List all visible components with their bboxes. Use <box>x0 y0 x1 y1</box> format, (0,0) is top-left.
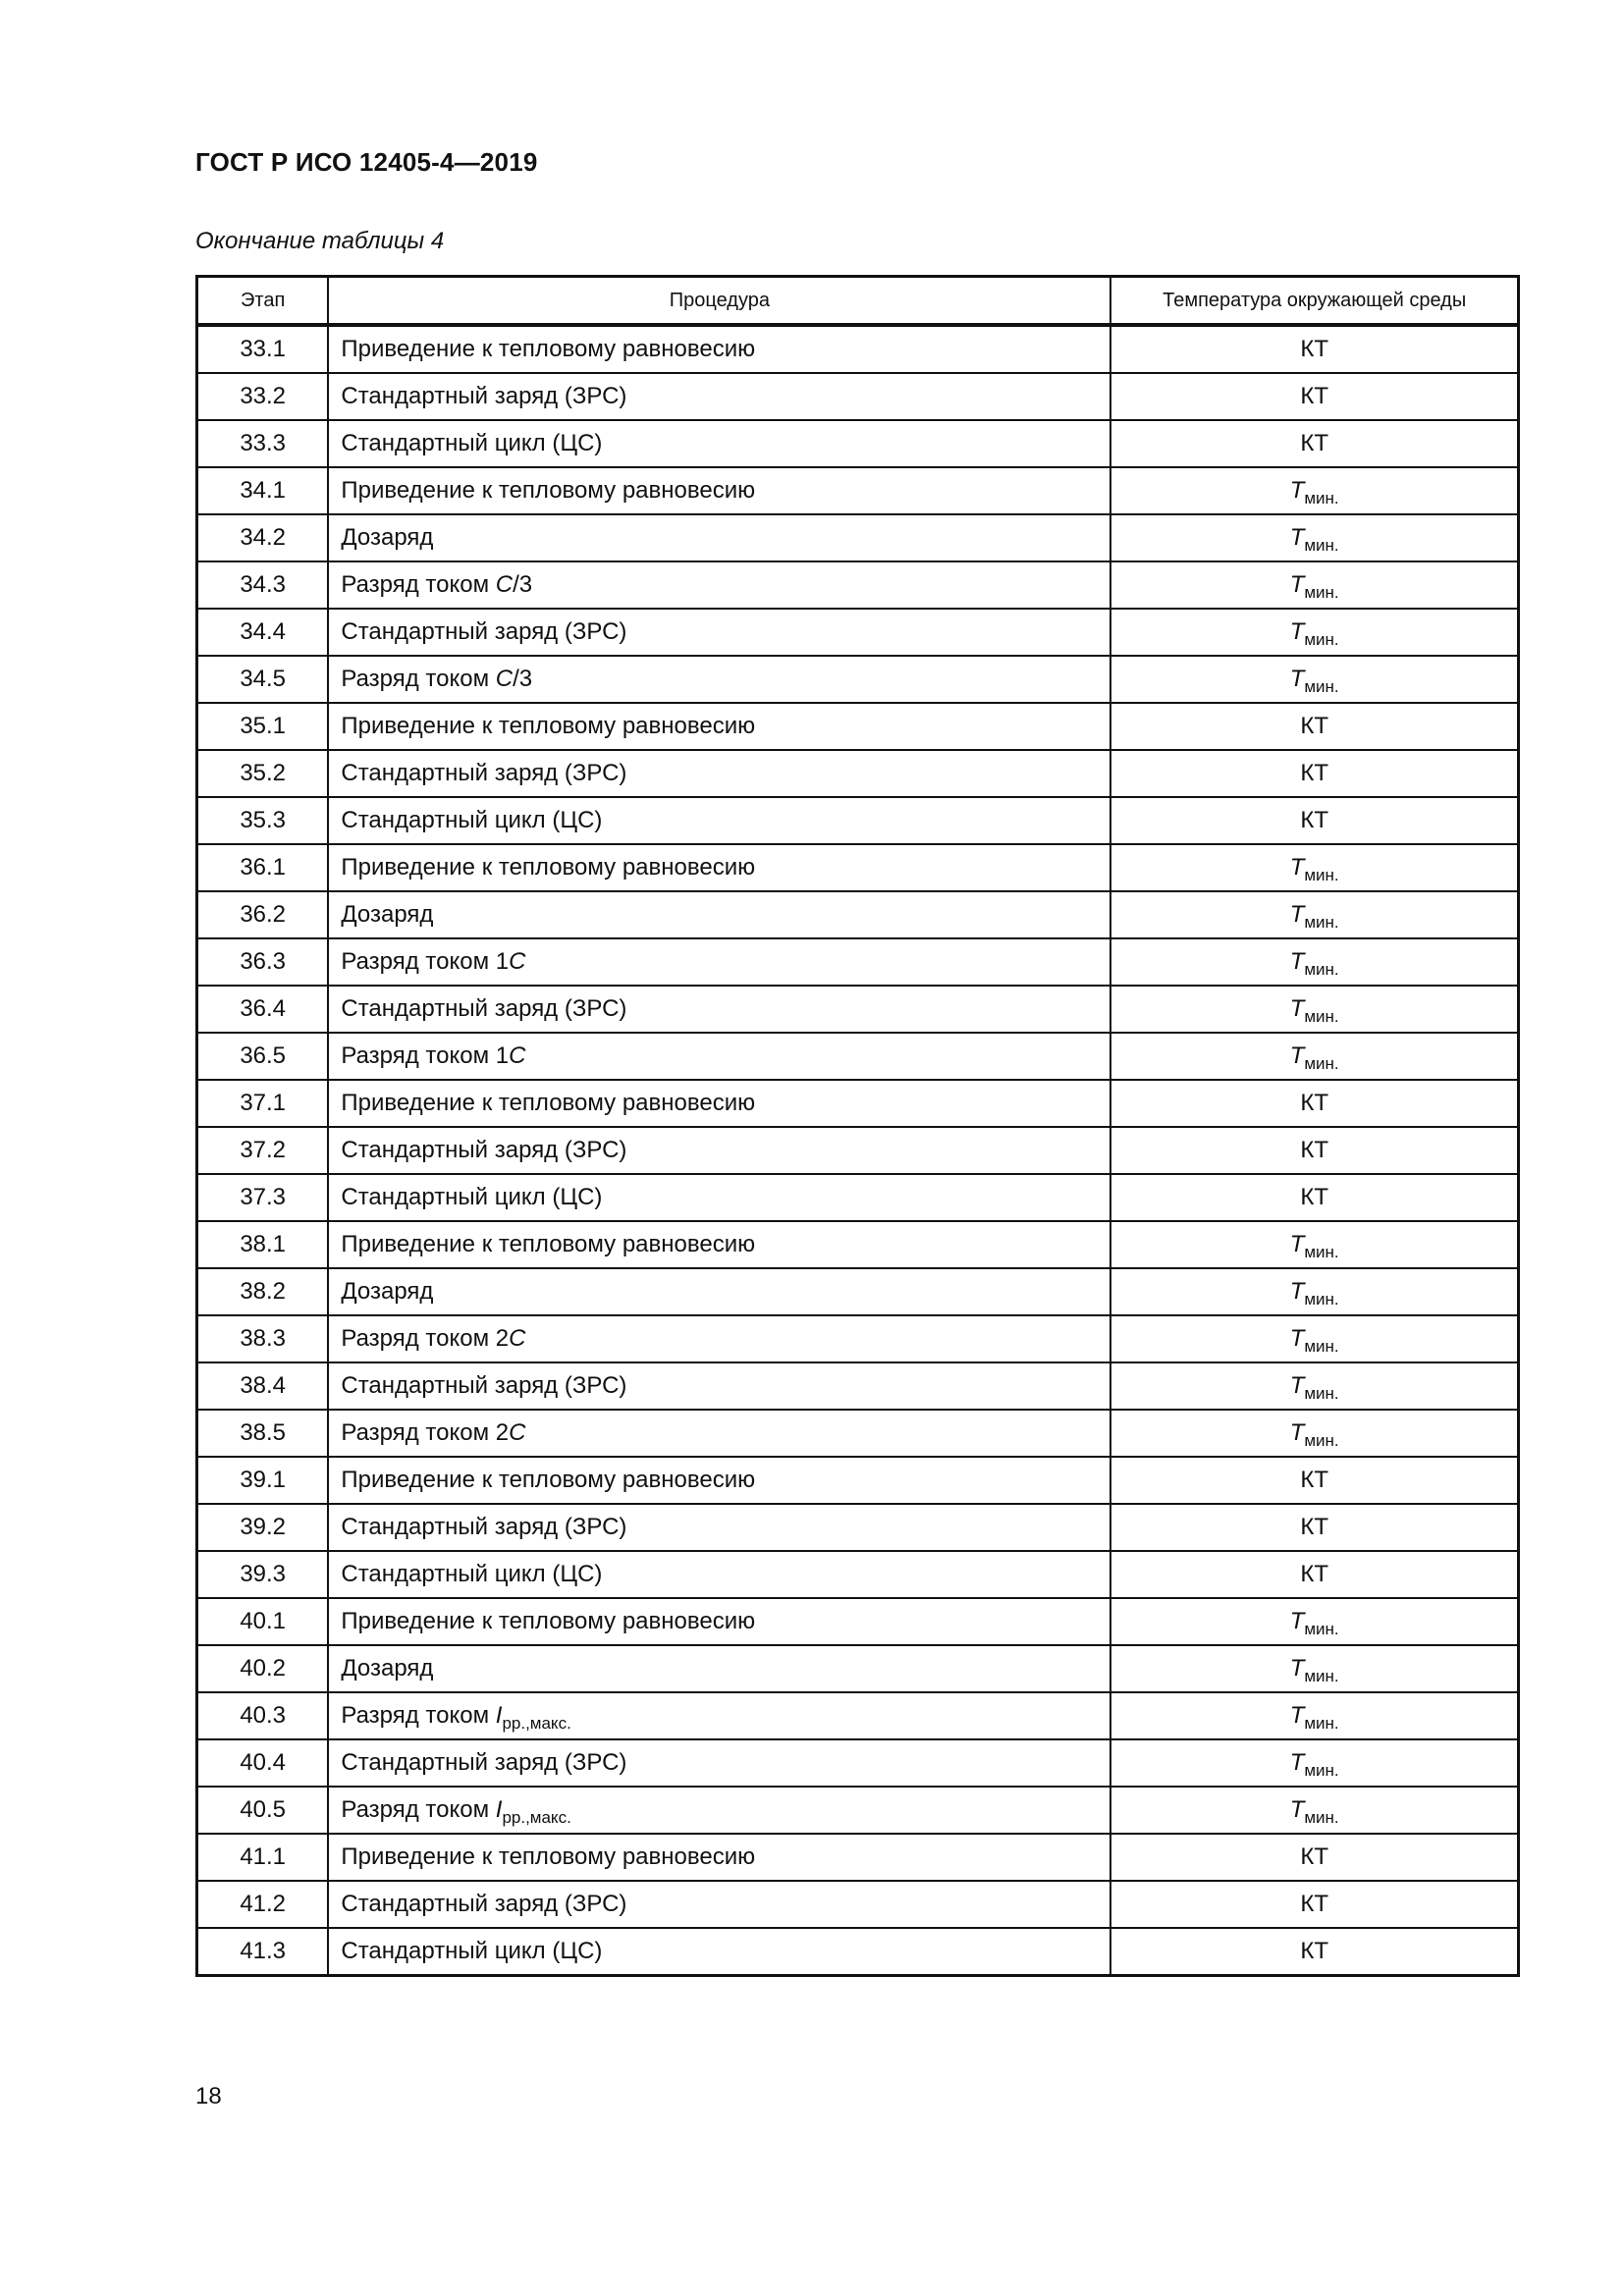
procedure-cell: Дозаряд <box>328 891 1110 938</box>
procedure-cell: Стандартный заряд (ЗРС) <box>328 1881 1110 1928</box>
procedure-cell: Стандартный заряд (ЗРС) <box>328 1362 1110 1410</box>
procedure-cell: Приведение к тепловому равновесию <box>328 1080 1110 1127</box>
temperature-cell <box>1110 1739 1518 1787</box>
stage-cell: 41.2 <box>197 1881 329 1928</box>
temperature-cell: КТ <box>1110 1834 1518 1881</box>
table-row <box>197 750 1519 797</box>
temperature-cell <box>1110 1362 1518 1410</box>
table-row <box>197 1928 1519 1976</box>
procedure-cell: Стандартный цикл (ЦС) <box>328 1174 1110 1221</box>
procedure-cell: Стандартный заряд (ЗРС) <box>328 1739 1110 1787</box>
stage-cell: 38.1 <box>197 1221 329 1268</box>
procedure-text: Разряд током <box>341 1796 496 1823</box>
stage-cell: 40.1 <box>197 1598 329 1645</box>
stage-cell: 41.1 <box>197 1834 329 1881</box>
table-header-row <box>197 277 1519 326</box>
stage-cell: 34.1 <box>197 467 329 514</box>
temperature-cell <box>1110 1033 1518 1080</box>
stage-cell: 38.4 <box>197 1362 329 1410</box>
temperature-symbol: T <box>1289 1655 1305 1682</box>
temperature-symbol: T <box>1289 1702 1305 1729</box>
procedure-symbol: C <box>495 666 514 692</box>
procedure-cell: Стандартный цикл (ЦС) <box>328 1551 1110 1598</box>
stage-cell: 36.3 <box>197 938 329 986</box>
temperature-symbol: T <box>1289 854 1305 881</box>
stage-cell: 39.2 <box>197 1504 329 1551</box>
temperature-symbol: T <box>1289 1231 1305 1257</box>
table-row <box>197 1739 1519 1787</box>
temperature-symbol: T <box>1289 666 1305 692</box>
temperature-subscript: мин. <box>1304 1290 1339 1308</box>
temperature-cell <box>1110 1645 1518 1692</box>
temperature-cell: КТ <box>1110 1551 1518 1598</box>
temperature-symbol: T <box>1289 948 1305 975</box>
temperature-subscript: мин. <box>1304 960 1339 979</box>
temperature-symbol: T <box>1289 1749 1305 1776</box>
temperature-cell: КТ <box>1110 373 1518 420</box>
temperature-subscript: мин. <box>1304 630 1339 649</box>
procedure-text: Разряд током 1 <box>341 948 510 975</box>
table-row <box>197 1645 1519 1692</box>
table-caption: Окончание таблицы 4 <box>195 228 445 254</box>
procedure-text: Разряд током <box>341 571 496 598</box>
temperature-cell: КТ <box>1110 1881 1518 1928</box>
table-row <box>197 1834 1519 1881</box>
temperature-cell <box>1110 891 1518 938</box>
procedure-cell: Дозаряд <box>328 1268 1110 1315</box>
temperature-cell: КТ <box>1110 1174 1518 1221</box>
procedure-symbol: I <box>495 1796 503 1823</box>
stage-cell: 34.5 <box>197 656 329 703</box>
procedure-symbol: C <box>509 1419 526 1446</box>
table-row <box>197 656 1519 703</box>
stage-cell: 33.3 <box>197 420 329 467</box>
procedure-cell <box>328 561 1110 609</box>
procedure-cell: Приведение к тепловому равновесию <box>328 325 1110 373</box>
procedure-cell <box>328 1410 1110 1457</box>
stage-cell: 35.1 <box>197 703 329 750</box>
procedure-cell <box>328 1787 1110 1834</box>
stage-cell: 39.3 <box>197 1551 329 1598</box>
procedure-cell: Приведение к тепловому равновесию <box>328 1834 1110 1881</box>
temperature-symbol: T <box>1289 1608 1305 1634</box>
table-row <box>197 325 1519 373</box>
temperature-subscript: мин. <box>1304 1761 1339 1780</box>
page-number: 18 <box>195 2083 222 2109</box>
temperature-symbol: T <box>1289 524 1305 551</box>
temperature-cell <box>1110 1268 1518 1315</box>
stage-cell: 37.2 <box>197 1127 329 1174</box>
procedure-text-suffix: /3 <box>513 571 533 598</box>
procedure-text-suffix: /3 <box>513 666 533 692</box>
table-row <box>197 1080 1519 1127</box>
document-code-header: ГОСТ Р ИСО 12405-4—2019 <box>195 147 538 177</box>
procedure-text: Разряд током <box>341 1702 496 1729</box>
table-row <box>197 1692 1519 1739</box>
table-row <box>197 938 1519 986</box>
table-row <box>197 1504 1519 1551</box>
stage-cell: 35.3 <box>197 797 329 844</box>
table-row <box>197 1268 1519 1315</box>
table-row <box>197 891 1519 938</box>
procedure-cell <box>328 656 1110 703</box>
table-row <box>197 1174 1519 1221</box>
procedure-subscript: рр.,макс. <box>502 1808 571 1827</box>
stage-cell: 39.1 <box>197 1457 329 1504</box>
table-row <box>197 1787 1519 1834</box>
table-row <box>197 1551 1519 1598</box>
temperature-symbol: T <box>1289 1278 1305 1305</box>
temperature-cell <box>1110 514 1518 561</box>
temperature-subscript: мин. <box>1304 913 1339 932</box>
procedure-text: Разряд током 1 <box>341 1042 510 1069</box>
procedure-symbol: C <box>509 1325 526 1352</box>
stage-cell: 37.1 <box>197 1080 329 1127</box>
stage-cell: 33.1 <box>197 325 329 373</box>
stage-cell: 38.2 <box>197 1268 329 1315</box>
temperature-cell: КТ <box>1110 750 1518 797</box>
stage-cell: 36.1 <box>197 844 329 891</box>
temperature-cell: КТ <box>1110 703 1518 750</box>
temperature-subscript: мин. <box>1304 1620 1339 1638</box>
procedure-text: Разряд током <box>341 666 496 692</box>
column-header-procedure: Процедура <box>328 277 1110 326</box>
procedure-cell: Стандартный заряд (ЗРС) <box>328 609 1110 656</box>
temperature-cell <box>1110 1410 1518 1457</box>
temperature-subscript: мин. <box>1304 489 1339 507</box>
temperature-cell <box>1110 938 1518 986</box>
stage-cell: 41.3 <box>197 1928 329 1976</box>
temperature-subscript: мин. <box>1304 1243 1339 1261</box>
procedure-cell: Стандартный цикл (ЦС) <box>328 1928 1110 1976</box>
temperature-subscript: мин. <box>1304 1007 1339 1026</box>
procedure-cell: Приведение к тепловому равновесию <box>328 844 1110 891</box>
temperature-cell <box>1110 1315 1518 1362</box>
table-row <box>197 986 1519 1033</box>
temperature-symbol: T <box>1289 1325 1305 1352</box>
stage-cell: 34.4 <box>197 609 329 656</box>
temperature-subscript: мин. <box>1304 866 1339 884</box>
procedure-symbol: C <box>495 571 514 598</box>
temperature-cell <box>1110 986 1518 1033</box>
table-row <box>197 1033 1519 1080</box>
procedure-table <box>195 275 1520 1977</box>
temperature-subscript: мин. <box>1304 1667 1339 1685</box>
temperature-cell <box>1110 1221 1518 1268</box>
table-row <box>197 514 1519 561</box>
stage-cell: 35.2 <box>197 750 329 797</box>
stage-cell: 40.4 <box>197 1739 329 1787</box>
temperature-cell: КТ <box>1110 420 1518 467</box>
temperature-symbol: T <box>1289 1372 1305 1399</box>
procedure-cell <box>328 1315 1110 1362</box>
stage-cell: 36.4 <box>197 986 329 1033</box>
procedure-cell: Дозаряд <box>328 514 1110 561</box>
temperature-cell <box>1110 844 1518 891</box>
temperature-subscript: мин. <box>1304 1714 1339 1733</box>
temperature-symbol: T <box>1289 477 1305 504</box>
table-row <box>197 703 1519 750</box>
stage-cell: 40.5 <box>197 1787 329 1834</box>
table-row <box>197 609 1519 656</box>
stage-cell: 40.3 <box>197 1692 329 1739</box>
temperature-cell <box>1110 1787 1518 1834</box>
temperature-cell: КТ <box>1110 1080 1518 1127</box>
procedure-text: Разряд током 2 <box>341 1325 510 1352</box>
procedure-cell: Приведение к тепловому равновесию <box>328 467 1110 514</box>
procedure-symbol: C <box>509 1042 526 1069</box>
table-row <box>197 561 1519 609</box>
temperature-cell: КТ <box>1110 325 1518 373</box>
table-row <box>197 797 1519 844</box>
procedure-cell: Дозаряд <box>328 1645 1110 1692</box>
procedure-cell <box>328 938 1110 986</box>
procedure-cell: Приведение к тепловому равновесию <box>328 1598 1110 1645</box>
table-body <box>197 325 1519 1976</box>
procedure-cell <box>328 1692 1110 1739</box>
table-row <box>197 1457 1519 1504</box>
procedure-cell: Стандартный цикл (ЦС) <box>328 797 1110 844</box>
stage-cell: 33.2 <box>197 373 329 420</box>
stage-cell: 38.5 <box>197 1410 329 1457</box>
temperature-subscript: мин. <box>1304 536 1339 555</box>
table-row <box>197 1221 1519 1268</box>
table-row <box>197 420 1519 467</box>
procedure-cell: Приведение к тепловому равновесию <box>328 703 1110 750</box>
procedure-cell: Приведение к тепловому равновесию <box>328 1221 1110 1268</box>
temperature-subscript: мин. <box>1304 677 1339 696</box>
stage-cell: 37.3 <box>197 1174 329 1221</box>
table-row <box>197 1410 1519 1457</box>
temperature-symbol: T <box>1289 995 1305 1022</box>
procedure-cell: Стандартный заряд (ЗРС) <box>328 373 1110 420</box>
stage-cell: 40.2 <box>197 1645 329 1692</box>
temperature-cell <box>1110 561 1518 609</box>
procedure-text: Разряд током 2 <box>341 1419 510 1446</box>
table-row <box>197 1127 1519 1174</box>
procedure-cell: Стандартный заряд (ЗРС) <box>328 750 1110 797</box>
table-row <box>197 467 1519 514</box>
procedure-subscript: рр.,макс. <box>502 1714 571 1733</box>
temperature-cell <box>1110 609 1518 656</box>
table-row <box>197 1598 1519 1645</box>
table-row <box>197 1315 1519 1362</box>
temperature-symbol: T <box>1289 901 1305 928</box>
procedure-cell: Стандартный заряд (ЗРС) <box>328 1504 1110 1551</box>
temperature-symbol: T <box>1289 1796 1305 1823</box>
temperature-cell: КТ <box>1110 1928 1518 1976</box>
temperature-cell: КТ <box>1110 797 1518 844</box>
temperature-subscript: мин. <box>1304 1337 1339 1356</box>
stage-cell: 36.2 <box>197 891 329 938</box>
procedure-cell: Стандартный заряд (ЗРС) <box>328 986 1110 1033</box>
stage-cell: 36.5 <box>197 1033 329 1080</box>
table-row <box>197 844 1519 891</box>
temperature-subscript: мин. <box>1304 1384 1339 1403</box>
stage-cell: 34.2 <box>197 514 329 561</box>
temperature-symbol: T <box>1289 1419 1305 1446</box>
column-header-stage: Этап <box>197 277 329 326</box>
temperature-cell <box>1110 467 1518 514</box>
procedure-symbol: C <box>509 948 526 975</box>
stage-cell: 34.3 <box>197 561 329 609</box>
temperature-subscript: мин. <box>1304 1808 1339 1827</box>
procedure-cell: Приведение к тепловому равновесию <box>328 1457 1110 1504</box>
procedure-cell: Стандартный заряд (ЗРС) <box>328 1127 1110 1174</box>
column-header-temperature: Температура окружающей среды <box>1110 277 1518 326</box>
temperature-subscript: мин. <box>1304 583 1339 602</box>
table-row <box>197 1362 1519 1410</box>
table-row <box>197 1881 1519 1928</box>
procedure-symbol: I <box>495 1702 503 1729</box>
temperature-cell <box>1110 1692 1518 1739</box>
temperature-cell: КТ <box>1110 1457 1518 1504</box>
table-row <box>197 373 1519 420</box>
stage-cell: 38.3 <box>197 1315 329 1362</box>
temperature-cell <box>1110 1598 1518 1645</box>
temperature-symbol: T <box>1289 1042 1305 1069</box>
temperature-symbol: T <box>1289 571 1305 598</box>
temperature-cell: КТ <box>1110 1127 1518 1174</box>
procedure-cell: Стандартный цикл (ЦС) <box>328 420 1110 467</box>
temperature-symbol: T <box>1289 618 1305 645</box>
temperature-subscript: мин. <box>1304 1431 1339 1450</box>
temperature-cell <box>1110 656 1518 703</box>
temperature-cell: КТ <box>1110 1504 1518 1551</box>
procedure-cell <box>328 1033 1110 1080</box>
temperature-subscript: мин. <box>1304 1054 1339 1073</box>
